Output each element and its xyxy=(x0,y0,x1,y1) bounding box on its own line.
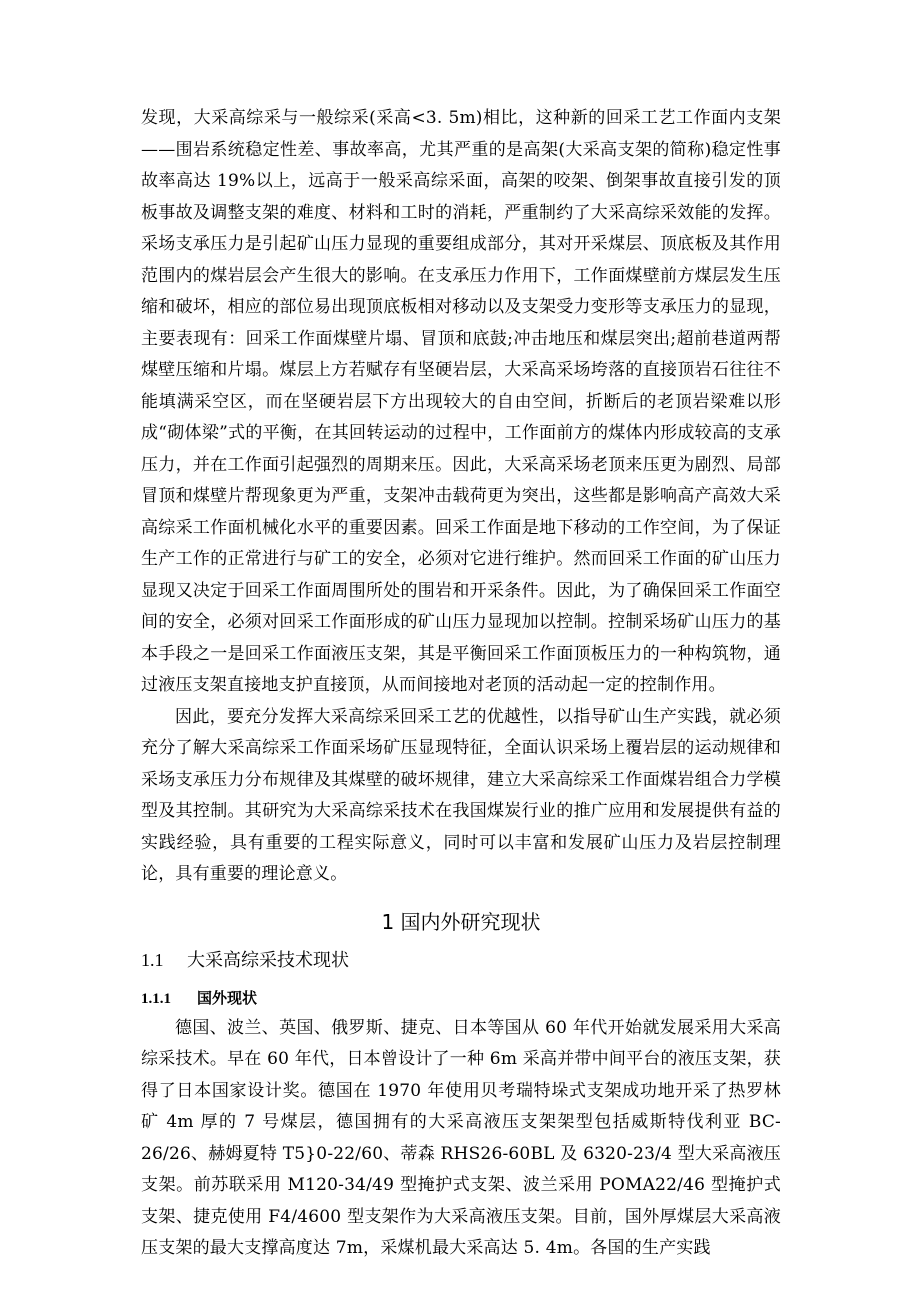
subsection-title: 大采高综采技术现状 xyxy=(187,949,349,971)
subsection-heading xyxy=(141,945,781,976)
subsubsection-number: 1.1.1 xyxy=(141,990,171,1007)
paragraph-significance: 因此，要充分发挥大采高综采回采工艺的优越性，以指导矿山生产实践，就必须充分了解大采高综采工作面采场矿压显现特征，全面认识采场上覆岩层的运动规律和采场支承压力分布规律及其煤壁的破坏规律，建立大采高综采工作面煤岩组合力学模型及其控制。其研究为大采高综采技术在我国煤炭行业的推广应用和发展提供有益的实践经验，具有重要的工程实际意义，同时可以丰富和发展矿山压力及岩层控制理论，具有重要的理论意义。 xyxy=(141,706,781,884)
paragraph-foreign-status: 德国、波兰、英国、俄罗斯、捷克、日本等国从 60 年代开始就发展采用大采高综采技术。早在 60 年代，日本曾设计了一种 6m 采高并带中间平台的液压支架，获得了日本国家设计奖。德国在 1970 年使用贝考瑞特垛式支架成功地开采了热罗林矿 4m 厚的 7 号煤层，德国拥有的大采高液压支架架型包括威斯特伐利亚 BC-26/26、赫姆夏特 T5}0-22/60、蒂森 RHS26-60BL 及 6320-23/4 型大采高液压支架。前苏联采用 M120-34/49 型掩护式支架、波兰采用 POMA22/46 型掩护式支架、捷克使用 F4/4600 型支架作为大采高液压支架。目前，国外厚煤层大采高液压支架的最大支撑高度达 7m，采煤机最大采高达 5. 4m。各国的生产实践 xyxy=(141,1017,781,1258)
paragraph-intro: 发现，大采高综采与一般综采(采高<3. 5m)相比，这种新的回采工艺工作面内支架——围岩系统稳定性差、事故率高，尤其严重的是高架(大采高支架的简称)稳定性事故率高达 19%以上，远高于一般采高综采面，高架的咬架、倒架事故直接引发的顶板事故及调整支架的难度、材料和工时的消耗，严重制约了大采高综采效能的发挥。采场支承压力是引起矿山压力显现的重要组成部分，其对开采煤层、顶底板及其作用范围内的煤岩层会产生很大的影响。在支承压力作用下，工作面煤壁前方煤层发生压缩和破坏，相应的部位易出现顶底板相对移动以及支架受力变形等支承压力的显现，主要表现有：回采工作面煤壁片塌、冒顶和底鼓;冲击地压和煤层突出;超前巷道两帮煤壁压缩和片塌。煤层上方若赋存有坚硬岩层，大采高采场垮落的直接顶岩石往往不能填满采空区，而在坚硬岩层下方出现较大的自由空间，折断后的老顶岩梁难以形成“砌体梁”式的平衡，在其回转运动的过程中，工作面前方的煤体内形成较高的支承压力，并在工作面引起强烈的周期来压。因此，大采高采场老顶来压更为剧烈、局部冒顶和煤壁片帮现象更为严重，支架冲击载荷更为突出，这些都是影响高产高效大采高综采工作面机械化水平的重要因素。回采工作面是地下移动的工作空间，为了保证生产工作的正常进行与矿工的安全，必须对它进行维护。然而回采工作面的矿山压力显现又决定于回采工作面周围所处的围岩和开采条件。因此，为了确保回采工作面空间的安全，必须对回采工作面形成的矿山压力显现加以控制。控制采场矿山压力的基本手段之一是回采工作面液压支架，其是平衡回采工作面顶板压力的一种构筑物，通过液压支架直接地支护直接顶，从而间接地对老顶的活动起一定的控制作用。 xyxy=(141,108,781,695)
subsubsection-heading xyxy=(141,984,781,1013)
section-heading: 1 国内外研究现状 xyxy=(381,909,541,934)
subsubsection-title: 国外现状 xyxy=(197,988,258,1007)
document-page xyxy=(141,103,781,1265)
subsection-number: 1.1 xyxy=(141,949,164,970)
